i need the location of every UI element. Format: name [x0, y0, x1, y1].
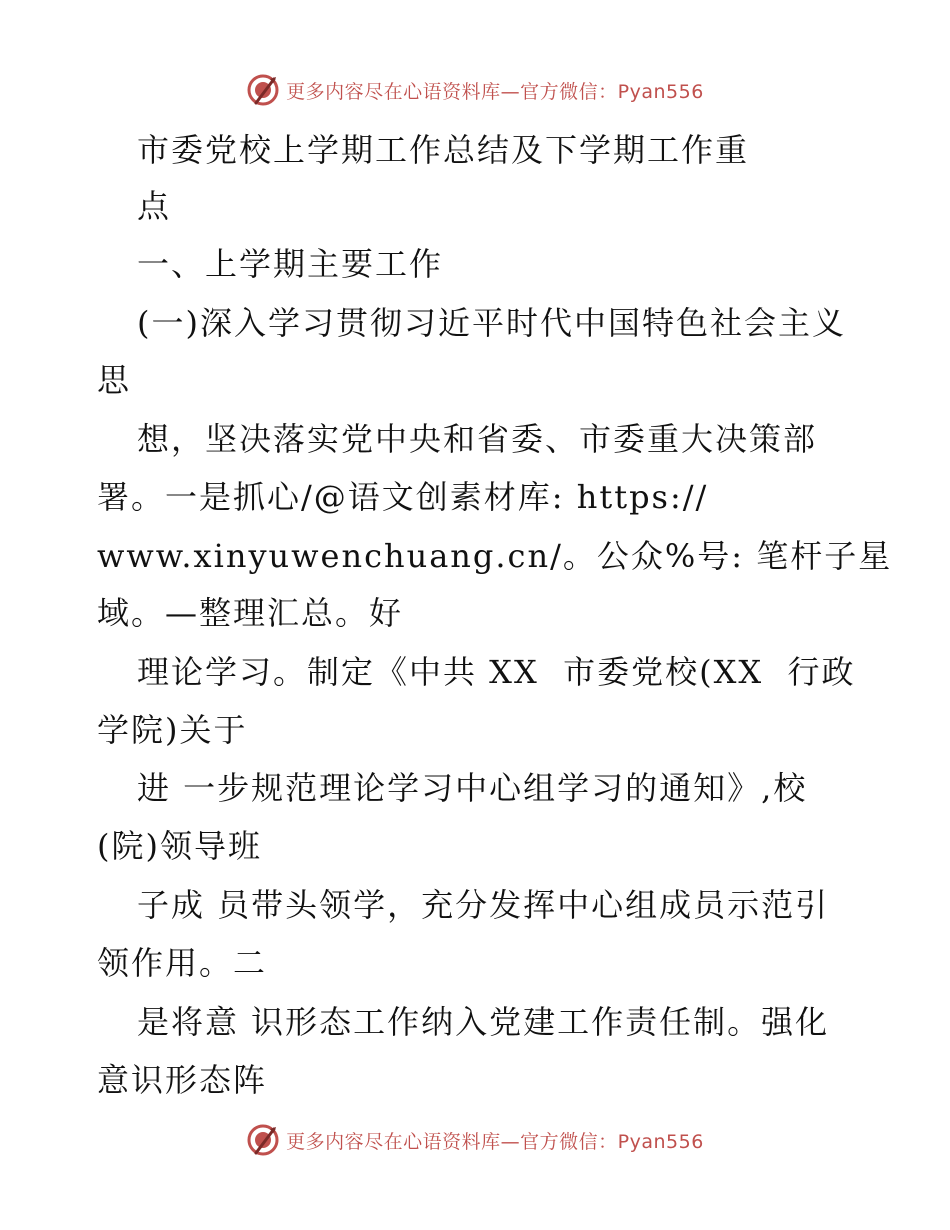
paragraph-line: www.xinyuwenchuang.cn/。公众%号: 笔杆子星: [97, 537, 893, 575]
header-banner: [0, 70, 950, 110]
paragraph-line: 进 一步规范理论学习中心组学习的通知》,校: [137, 769, 808, 807]
paragraph-line: 是将意 识形态工作纳入党建工作责任制。强化: [137, 1003, 830, 1041]
paragraph-line: 领作用。二: [97, 944, 268, 982]
paragraph-line: 理论学习。制定《中共 XX 市委党校(XX 行政: [137, 653, 856, 691]
header-banner-text: 更多内容尽在心语资料库—官方微信：Pyan556: [286, 80, 704, 103]
paragraph-line: (一)深入学习贯彻习近平时代中国特色社会主义: [137, 304, 846, 342]
doc-title-line-2: 点: [137, 187, 172, 225]
footer-banner-text: 更多内容尽在心语资料库—官方微信：Pyan556: [286, 1130, 704, 1153]
doc-title-line-1: 市委党校上学期工作总结及下学期工作重: [137, 131, 750, 169]
quill-logo-icon: [246, 1123, 280, 1157]
paragraph-line: 署。一是抓心/@语文创素材库: https://: [97, 478, 709, 516]
section-heading: 一、上学期主要工作: [137, 245, 444, 283]
paragraph-line: 域。—整理汇总。好: [97, 594, 404, 632]
paragraph-line: 想，坚决落实党中央和省委、市委重大决策部: [137, 420, 818, 458]
quill-logo-icon: [246, 73, 280, 107]
paragraph-line: 子成 员带头领学，充分发挥中心组成员示范引: [137, 886, 830, 924]
paragraph-line: 学院)关于: [97, 711, 248, 749]
paragraph-line: 思: [97, 361, 132, 399]
footer-banner: [0, 1120, 950, 1160]
paragraph-line: 意识形态阵: [97, 1061, 268, 1099]
paragraph-line: (院)领导班: [97, 827, 262, 865]
